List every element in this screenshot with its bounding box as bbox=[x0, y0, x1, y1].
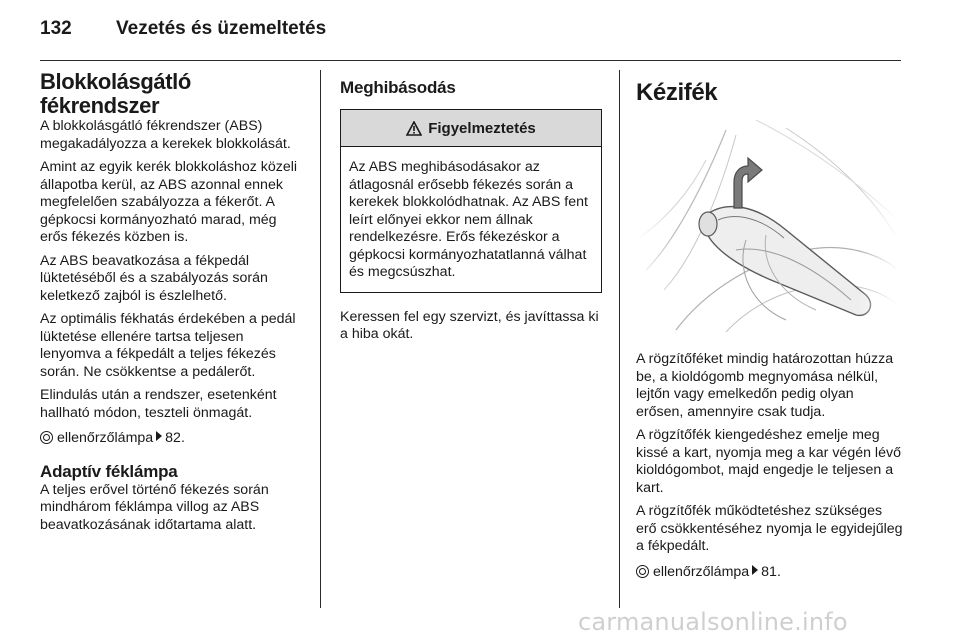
abs-reference-text: ellenőrzőlámpa bbox=[56, 430, 154, 446]
page-reference-arrow-icon bbox=[752, 565, 758, 575]
warning-box-body bbox=[341, 147, 601, 292]
handbrake-paragraph-2: A rögzítőfék kiengedéshez emelje meg kissé a kart, nyomja meg a kar végén lévő kioldógombot, majd engedje le teljesen a kart. bbox=[636, 427, 901, 496]
adaptive-brake-light-heading: Adaptív féklámpa bbox=[40, 461, 178, 481]
brake-warning-lamp-icon bbox=[636, 565, 649, 578]
warning-box-header bbox=[341, 110, 601, 147]
abs-paragraph-2: Amint az egyik kerék blokkoláshoz közeli állapotba kerül, az ABS azonnal ennek megfelelően szabályozza a fékerőt. A gépkocsi kormányozható marad, még erős fékezés közben is. bbox=[40, 159, 298, 245]
abs-heading-line2: fékrendszer bbox=[40, 93, 160, 118]
page-reference-arrow-icon bbox=[156, 431, 162, 441]
abs-heading bbox=[40, 70, 308, 118]
handbrake-reference bbox=[636, 564, 904, 582]
warning-title: Figyelmeztetés bbox=[428, 119, 536, 137]
abs-paragraph-1: A blokkolásgátló fékrendszer (ABS) megakadályozza a kerekek blokkolását. bbox=[40, 118, 291, 152]
column-divider-2 bbox=[619, 70, 620, 608]
warning-triangle-icon bbox=[406, 121, 422, 136]
column-handbrake bbox=[636, 70, 904, 587]
column-abs bbox=[40, 70, 308, 540]
warning-box bbox=[340, 109, 602, 293]
abs-heading-line1: Blokkolásgátló bbox=[40, 69, 191, 94]
fault-heading: Meghibásodás bbox=[340, 78, 456, 97]
column-fault bbox=[340, 70, 602, 350]
handbrake-heading: Kézifék bbox=[636, 79, 718, 106]
handbrake-reference-text: ellenőrzőlámpa bbox=[652, 563, 750, 580]
page-number: 132 bbox=[40, 18, 72, 39]
handbrake-paragraph-1: A rögzítőféket mindig határozottan húzza be, a kioldógomb megnyomása nélkül, lejtőn vagy emelkedőn pedig olyan erősen, amennyire csak tudja. bbox=[636, 351, 894, 420]
adaptive-brake-light-section bbox=[40, 462, 308, 535]
abs-reference bbox=[40, 430, 308, 448]
adaptive-brake-light-paragraph: A teljes erővel történő fékezés során mindhárom féklámpa villog az ABS beavatkozásának időtartama alatt. bbox=[40, 481, 269, 533]
column-divider-1 bbox=[320, 70, 321, 608]
handbrake-illustration bbox=[636, 120, 898, 332]
handbrake-reference-page[interactable]: 81. bbox=[761, 563, 781, 580]
watermark-text: carmanualsonline.info bbox=[578, 608, 848, 636]
page-header bbox=[40, 18, 920, 48]
page-header-title: Vezetés és üzemeltetés bbox=[116, 18, 327, 39]
handbrake-paragraph-3: A rögzítőfék működtetéshez szükséges erő csökkentéséhez nyomja le egyidejűleg a fékpedált. bbox=[636, 503, 903, 554]
abs-paragraph-3: Az ABS beavatkozása a fékpedál lüktetéséből és a szabályozás során keletkező zajból is észlelhető. bbox=[40, 252, 268, 304]
abs-paragraph-5: Elindulás után a rendszer, esetenként hallható módon, teszteli önmagát. bbox=[40, 387, 277, 421]
abs-reference-page[interactable]: 82. bbox=[165, 430, 185, 446]
abs-paragraph-4: Az optimális fékhatás érdekében a pedál lüktetése ellenére tartsa teljesen lenyomva a fékpedált a teljes fékezés során. Ne csökkentse a pedálerőt. bbox=[40, 311, 296, 380]
abs-warning-lamp-icon bbox=[40, 431, 53, 444]
fault-after-text: Keressen fel egy szervizt, és javíttassa ki a hiba okát. bbox=[340, 308, 599, 342]
header-divider bbox=[40, 60, 901, 61]
warning-text: Az ABS meghibásodásakor az átlagosnál erősebb fékezés során a kerekek blokkolódhatnak. Az ABS fent leírt előnyei ekkor nem állnak rendelkezésre. Erős fékezéskor a gépkocsi kormányozhatatlanná válhat és megcsúszhat. bbox=[349, 159, 588, 280]
